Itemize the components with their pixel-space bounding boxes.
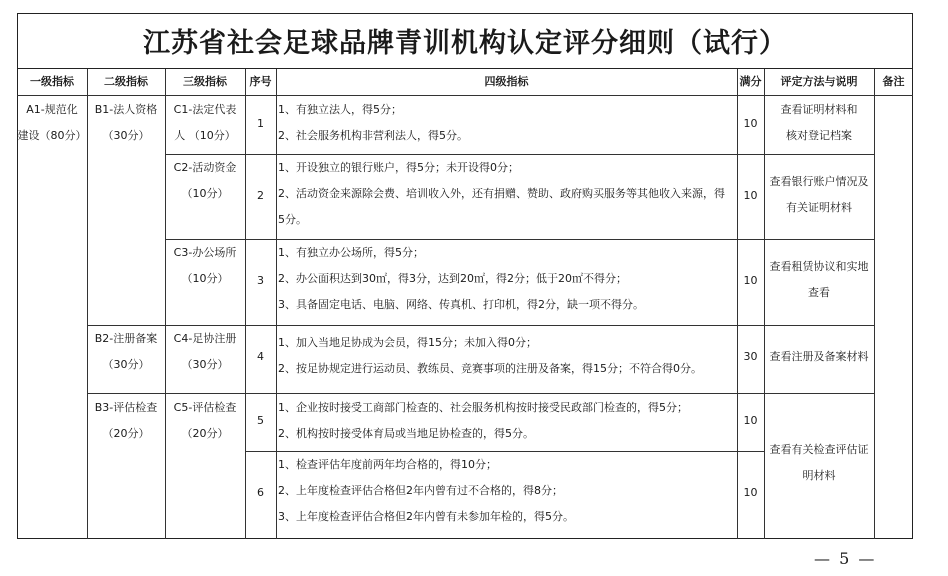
row3-method-line2: 查看 [808, 286, 830, 299]
row6-seq: 6 [257, 486, 264, 499]
level3-c1 [165, 97, 245, 149]
row3-seq: 3 [257, 274, 264, 287]
level2-b3-line2: （20分） [102, 427, 150, 440]
level2-b2-line2: （30分） [102, 358, 150, 371]
grid-line [874, 69, 875, 539]
row4-item2: 2、按足协规定进行运动员、教练员、竞赛事项的注册及备案，得15分；不符合得0分。 [278, 362, 702, 375]
row1-seq: 1 [257, 117, 264, 130]
row2-score: 10 [743, 189, 758, 202]
row6-items [278, 452, 737, 530]
row4-score: 30 [743, 350, 758, 363]
level1-a1 [17, 97, 87, 149]
row6-item3: 3、上年度检查评估合格但2年内曾有未参加年检的，得5分。 [278, 510, 574, 523]
row6-score: 10 [743, 486, 758, 499]
level3-c4-line2: （30分） [181, 358, 229, 371]
level3-c2-line2: （10分） [181, 187, 229, 200]
grid-line [737, 69, 738, 539]
row4-seq: 4 [257, 350, 264, 363]
level3-c1-line1: C1-法定代表 [173, 103, 237, 116]
row56-method-line2: 明材料 [802, 469, 836, 482]
row3-item2: 2、办公面积达到30㎡，得3分，达到20㎡，得2分；低于20㎡不得分； [278, 272, 627, 285]
level1-a1-line1: A1-规范化 [26, 103, 78, 116]
row2-items [278, 155, 737, 233]
row1-method-line2: 核对登记档案 [786, 129, 852, 142]
row1-method-line1: 查看证明材料和 [780, 103, 858, 116]
row1-score: 10 [743, 117, 758, 130]
row1-method [764, 97, 874, 149]
header-level2: 二级指标 [104, 75, 148, 88]
row2-method-line1: 查看银行账户情况及 [769, 175, 869, 188]
level3-c4 [165, 326, 245, 378]
row3-item3: 3、具备固定电话、电脑、网络、传真机、打印机，得2分，缺一项不得分。 [278, 298, 644, 311]
level3-c5 [165, 395, 245, 447]
header-seq: 序号 [249, 75, 272, 88]
row5-seq: 5 [257, 414, 264, 427]
row2-method-line2: 有关证明材料 [786, 201, 852, 214]
grid-line [165, 154, 874, 155]
level2-b1-line1: B1-法人资格 [94, 103, 158, 116]
row5-item1: 1、企业按时接受工商部门检查的、社会服务机构按时接受民政部门检查的，得5分； [278, 401, 688, 414]
grid-line [165, 69, 166, 539]
grid-line [17, 95, 913, 96]
level3-c4-line1: C4-足协注册 [173, 332, 237, 345]
level2-b1 [87, 97, 165, 149]
row3-score: 10 [743, 274, 758, 287]
row5-item2: 2、机构按时接受体育局或当地足协检查的，得5分。 [278, 427, 534, 440]
row1-items [278, 97, 737, 149]
row1-item1: 1、有独立法人，得5分； [278, 103, 402, 116]
level2-b3 [87, 395, 165, 447]
level2-b2 [87, 326, 165, 378]
row6-item1: 1、检查评估年度前两年均合格的，得10分； [278, 458, 497, 471]
row3-method-line1: 查看租赁协议和实地 [769, 260, 869, 273]
row2-method [764, 169, 874, 221]
row2-item1: 1、开设独立的银行账户，得5分；未开设得0分； [278, 161, 519, 174]
level3-c2 [165, 155, 245, 207]
grid-line [87, 69, 88, 539]
row4-method [764, 344, 874, 370]
level3-c5-line1: C5-评估检查 [173, 401, 237, 414]
grid-line [165, 239, 874, 240]
grid-line [87, 325, 874, 326]
level2-b3-line1: B3-评估检查 [94, 401, 158, 414]
grid-line [245, 451, 764, 452]
row2-item2: 2、活动资金来源除会费、培训收入外，还有捐赠、赞助、政府购买服务等其他收入来源，得 [278, 187, 725, 200]
row5-items [278, 395, 737, 447]
row2-item2-cont: 5分。 [278, 213, 307, 226]
page-title: 江苏省社会足球品牌青训机构认定评分细则（试行） [143, 28, 787, 59]
header-remark: 备注 [882, 75, 905, 88]
row3-method [764, 254, 874, 306]
level3-c2-line1: C2-活动资金 [173, 161, 237, 174]
header-level1: 一级指标 [30, 75, 74, 88]
level3-c3-line1: C3-办公场所 [173, 246, 237, 259]
level3-c3-line2: （10分） [181, 272, 229, 285]
header-full-score: 满分 [739, 75, 762, 88]
level3-c5-line2: （20分） [181, 427, 229, 440]
header-level4: 四级指标 [484, 75, 529, 88]
row3-items [278, 240, 737, 318]
row1-item2: 2、社会服务机构非营利法人，得5分。 [278, 129, 468, 142]
row56-method-line1: 查看有关检查评估证 [769, 443, 869, 456]
row56-method [764, 437, 874, 489]
grid-line [245, 69, 246, 539]
row4-items [278, 330, 737, 382]
row5-score: 10 [743, 414, 758, 427]
grid-line [87, 393, 874, 394]
level3-c3 [165, 240, 245, 292]
grid-line [764, 69, 765, 539]
row6-item2: 2、上年度检查评估合格但2年内曾有过不合格的，得8分； [278, 484, 563, 497]
title-row [17, 13, 913, 69]
row4-method-line1: 查看注册及备案材料 [769, 350, 869, 363]
header-method: 评定方法与说明 [780, 75, 858, 88]
grid-line [276, 69, 277, 539]
row3-item1: 1、有独立办公场所，得5分； [278, 246, 424, 259]
level2-b2-line1: B2-注册备案 [94, 332, 158, 345]
row4-item1: 1、加入当地足协成为会员，得15分；未加入得0分； [278, 336, 537, 349]
page-number: — 5 — [814, 549, 877, 568]
level1-a1-line2: 建设（80分） [17, 129, 87, 142]
level3-c1-line2: 人 （10分） [174, 129, 236, 142]
header-level3: 三级指标 [183, 75, 227, 88]
row2-seq: 2 [257, 189, 264, 202]
level2-b1-line2: （30分） [102, 129, 150, 142]
